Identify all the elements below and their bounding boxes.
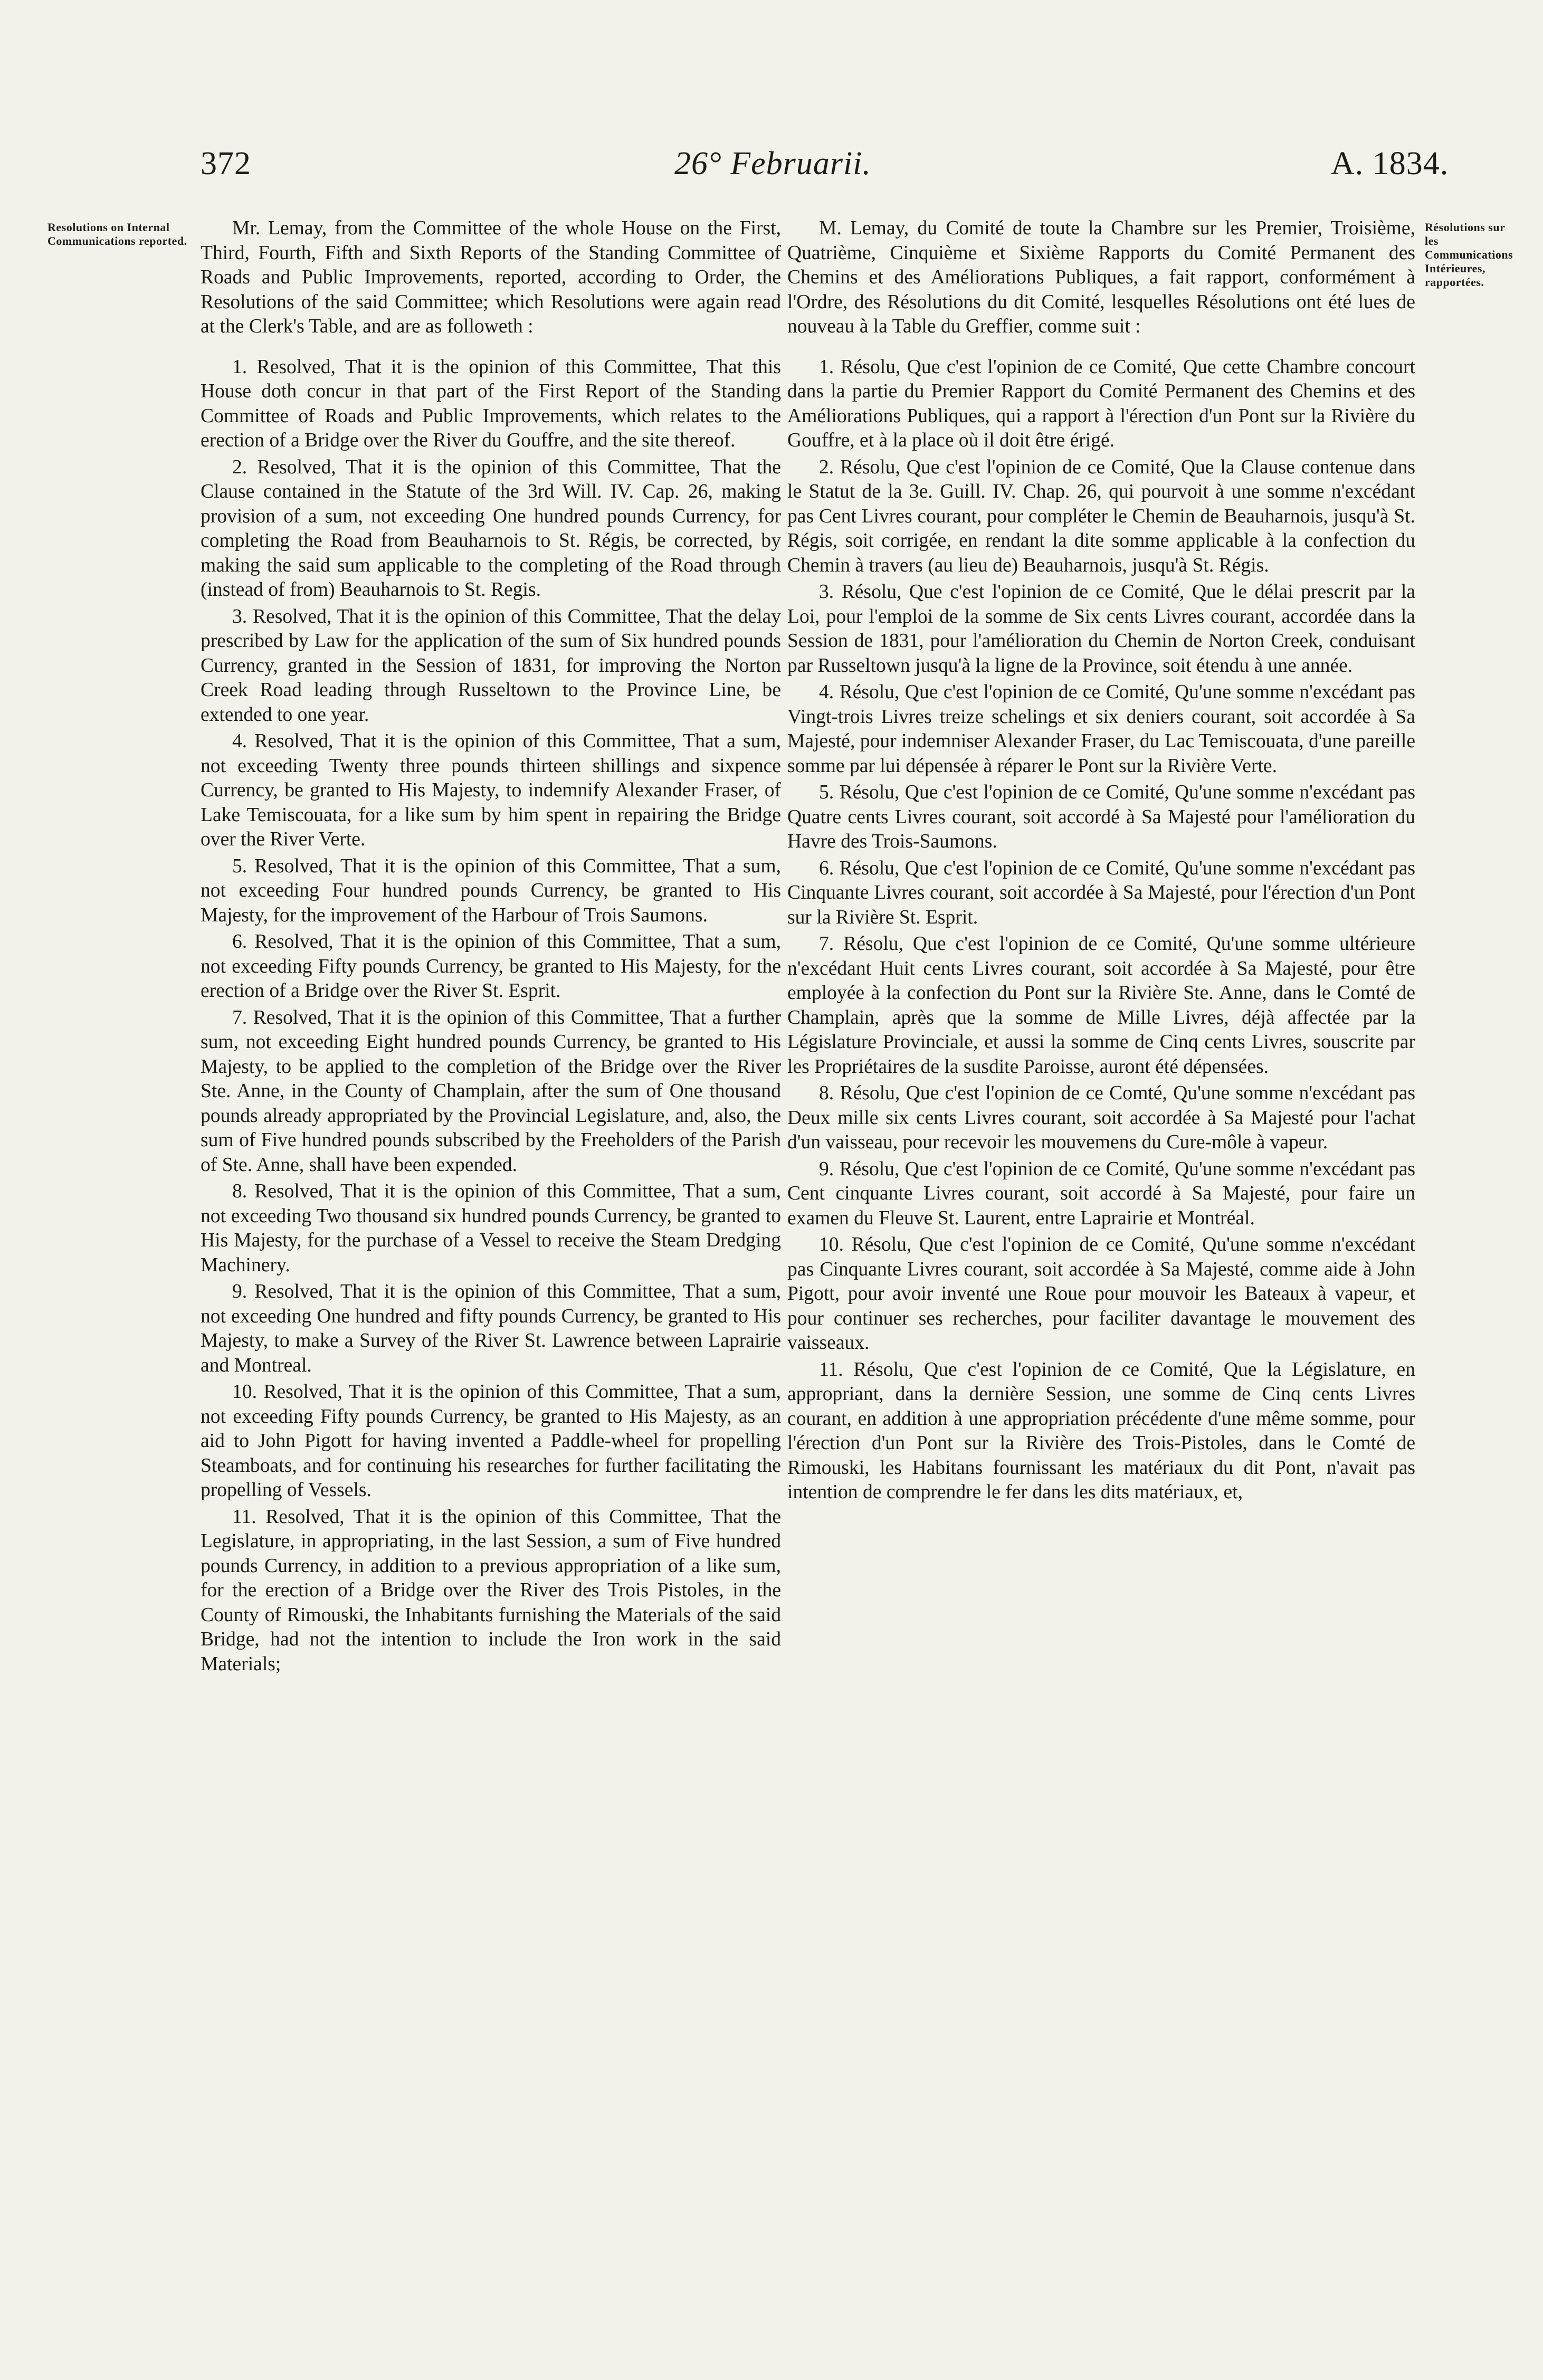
- english-resolution: 3. Resolved, That it is the opinion of this Committee, That the delay prescribed by Law for the application of the sum of Six hundred pounds Currency, granted in the Session of 1831, for improving the Norton Creek Road leading through Russeltown to the Province Line, be extended to one year.: [201, 605, 781, 726]
- french-resolution: 10. Résolu, Que c'est l'opinion de ce Comité, Qu'une somme n'excédant pas Cinquante Livres courant, soit accordée à Sa Majesté, comme aide à John Pigott, pour avoir inventé une Roue pour mouvoir les Bateaux à vapeur, et pour continuer ses recherches, pour faciliter davantage le mouvement des vaisseaux.: [787, 1234, 1415, 1354]
- page-number: 372: [201, 146, 251, 182]
- french-resolution: 3. Résolu, Que c'est l'opinion de ce Comité, Que le délai prescrit par la Loi, pour l'emploi de la somme de Six cents Livres courant, accordée dans la Session de 1831, pour l'amélioration du Chemin de Norton Creek, conduisant par Russeltown jusqu'à la ligne de la Province, soit étendu à une année.: [787, 581, 1415, 677]
- english-resolution: 11. Resolved, That it is the opinion of this Committee, That the Legislature, in appropriating, in the last Session, a sum of Five hundred pounds Currency, in addition to a previous appropriation of a like sum, for the erection of a Bridge over the River des Trois Pistoles, in the County of Rimouski, the Inhabitants furnishing the Materials of the said Bridge, had not the intention to include the Iron work in the said Materials;: [201, 1506, 781, 1675]
- french-resolution: 6. Résolu, Que c'est l'opinion de ce Comité, Qu'une somme n'excédant pas Cinquante Livres courant, soit accordée à Sa Majesté, pour l'érection d'un Pont sur la Rivière St. Esprit.: [787, 857, 1415, 928]
- english-intro: Mr. Lemay, from the Committee of the whole House on the First, Third, Fourth, Fifth and Sixth Reports of the Standing Committee of Roads and Public Improvements, reported, according to Order, the Resolutions of the said Committee; which Resolutions were again read at the Clerk's Table, and are as followeth :: [201, 217, 781, 337]
- french-intro: M. Lemay, du Comité de toute la Chambre sur les Premier, Troisième, Quatrième, Cinquième et Sixième Rapports du Comité Permanent des Chemins et des Améliorations Publiques, a fait rapport, conformément à l'Ordre, des Résolutions du dit Comité, lesquelles Résolutions ont été lues de nouveau à la Table du Greffier, comme suit :: [787, 217, 1415, 337]
- english-resolution: 9. Resolved, That it is the opinion of this Committee, That a sum, not exceeding One hundred and fifty pounds Currency, be granted to His Majesty, to make a Survey of the River St. Lawrence between Laprairie and Montreal.: [201, 1281, 781, 1376]
- english-column: [201, 216, 781, 1679]
- french-resolution: 7. Résolu, Que c'est l'opinion de ce Comité, Qu'une somme ultérieure n'excédant Huit cents Livres courant, soit accordée à Sa Majesté, pour être employée à la confection du Pont sur la Rivière Ste. Anne, dans le Comté de Champlain, après que la somme de Mille Livres, déjà affectée par la Législature Provinciale, et aussi la somme de Cinq cents Livres, souscrite par les Propriétaires de la susdite Paroisse, auront été dépensées.: [787, 933, 1415, 1078]
- english-resolution: 2. Resolved, That it is the opinion of this Committee, That the Clause contained in the Statute of the 3rd Will. IV. Cap. 26, making provision of a sum, not exceeding One hundred pounds Currency, for completing the Road from Beauharnois to St. Régis, be corrected, by making the said sum applicable to the completing of the Road through (instead of from) Beauharnois to St. Regis.: [201, 456, 781, 601]
- english-resolution: 7. Resolved, That it is the opinion of this Committee, That a further sum, not exceeding Eight hundred pounds Currency, be granted to His Majesty, to be applied to the completion of the Bridge over the River Ste. Anne, in the County of Champlain, after the sum of One thousand pounds already appropriated by the Provincial Legislature, and, also, the sum of Five hundred pounds subscribed by the Freeholders of the Parish of Ste. Anne, shall have been expended.: [201, 1006, 781, 1176]
- french-resolution: 11. Résolu, Que c'est l'opinion de ce Comité, Que la Législature, en appropriant, dans la dernière Session, une somme de Cinq cents Livres courant, en addition à une appropriation précédente d'une même somme, pour l'érection d'un Pont sur la Rivière des Trois-Pistoles, dans le Comté de Rimouski, les Habitans fournissant les matériaux du dit Pont, n'avait pas intention de comprendre le fer dans les dits matériaux, et,: [787, 1358, 1415, 1503]
- year: A. 1834.: [1331, 146, 1449, 182]
- english-resolution: 6. Resolved, That it is the opinion of this Committee, That a sum, not exceeding Fifty pounds Currency, be granted to His Majesty, for the erection of a Bridge over the River St. Esprit.: [201, 931, 781, 1002]
- english-resolution: 10. Resolved, That it is the opinion of this Committee, That a sum, not exceeding Fifty pounds Currency, be granted to His Majesty, as an aid to John Pigott for having invented a Paddle-wheel for propelling Steamboats, and for continuing his researches for further facilitating the propelling of Vessels.: [201, 1381, 781, 1501]
- english-resolution: 5. Resolved, That it is the opinion of this Committee, That a sum, not exceeding Four hundred pounds Currency, be granted to His Majesty, for the improvement of the Harbour of Trois Saumons.: [201, 855, 781, 926]
- english-resolution: 4. Resolved, That it is the opinion of this Committee, That a sum, not exceeding Twenty three pounds thirteen shillings and sixpence Currency, be granted to His Majesty, to indemnify Alexander Fraser, of Lake Temiscouata, for a like sum by him spent in repairing the Bridge over the River Verte.: [201, 730, 781, 850]
- french-resolution: 1. Résolu, Que c'est l'opinion de ce Comité, Que cette Chambre concourt dans la partie du Premier Rapport du Comité Permanent des Chemins et des Améliorations Publiques, qui a rapport à l'érection d'un Pont sur la Rivière du Gouffre, et à la place où il doit être érigé.: [787, 356, 1415, 451]
- french-resolution: 9. Résolu, Que c'est l'opinion de ce Comité, Qu'une somme n'excédant pas Cent cinquante Livres courant, soit accordé à Sa Majesté, pour faire un examen du Fleuve St. Laurent, entre Laprairie et Montréal.: [787, 1158, 1415, 1229]
- french-resolution: 4. Résolu, Que c'est l'opinion de ce Comité, Qu'une somme n'excédant pas Vingt-trois Livres treize schelings et six deniers courant, soit accordée à Sa Majesté, pour indemniser Alexander Fraser, du Lac Temiscouata, d'une pareille somme par lui dépensée à réparer le Pont sur la Rivière Verte.: [787, 681, 1415, 777]
- margin-note-right: Résolutions sur les Communications Intérieures, rapportées.: [1425, 221, 1513, 289]
- french-resolution: 2. Résolu, Que c'est l'opinion de ce Comité, Que la Clause contenue dans le Statut de la 3e. Guill. IV. Chap. 26, qui pourvoit à une somme n'excédant pas Cent Livres courant, pour compléter le Chemin de Beauharnois, jusqu'à St. Régis, soit corrigée, en rendant la dite somme applicable à la confection du Chemin à travers (au lieu de) Beauharnois, jusqu'à St. Régis.: [787, 456, 1415, 576]
- french-resolution: 8. Résolu, Que c'est l'opinion de ce Comté, Qu'une somme n'excédant pas Deux mille six cents Livres courant, soit accordée à Sa Majesté pour l'achat d'un vaisseau, pour recevoir les mouvemens du Cure-môle à vapeur.: [787, 1082, 1415, 1153]
- english-resolution: 8. Resolved, That it is the opinion of this Committee, That a sum, not exceeding Two thousand six hundred pounds Currency, be granted to His Majesty, for the purchase of a Vessel to receive the Steam Dredging Machinery.: [201, 1181, 781, 1276]
- french-column: [787, 216, 1415, 1507]
- english-resolution: 1. Resolved, That it is the opinion of this Committee, That this House doth concur in that part of the First Report of the Standing Committee of Roads and Public Improvements, which relates to the erection of a Bridge over the River du Gouffre, and the site thereof.: [201, 356, 781, 451]
- french-resolution: 5. Résolu, Que c'est l'opinion de ce Comité, Qu'une somme n'excédant pas Quatre cents Livres courant, soit accordé à Sa Majesté pour l'amélioration du Havre des Trois-Saumons.: [787, 782, 1415, 852]
- margin-note-left: Resolutions on Internal Communications reported.: [47, 221, 187, 247]
- running-head: 26° Februarii.: [674, 146, 871, 182]
